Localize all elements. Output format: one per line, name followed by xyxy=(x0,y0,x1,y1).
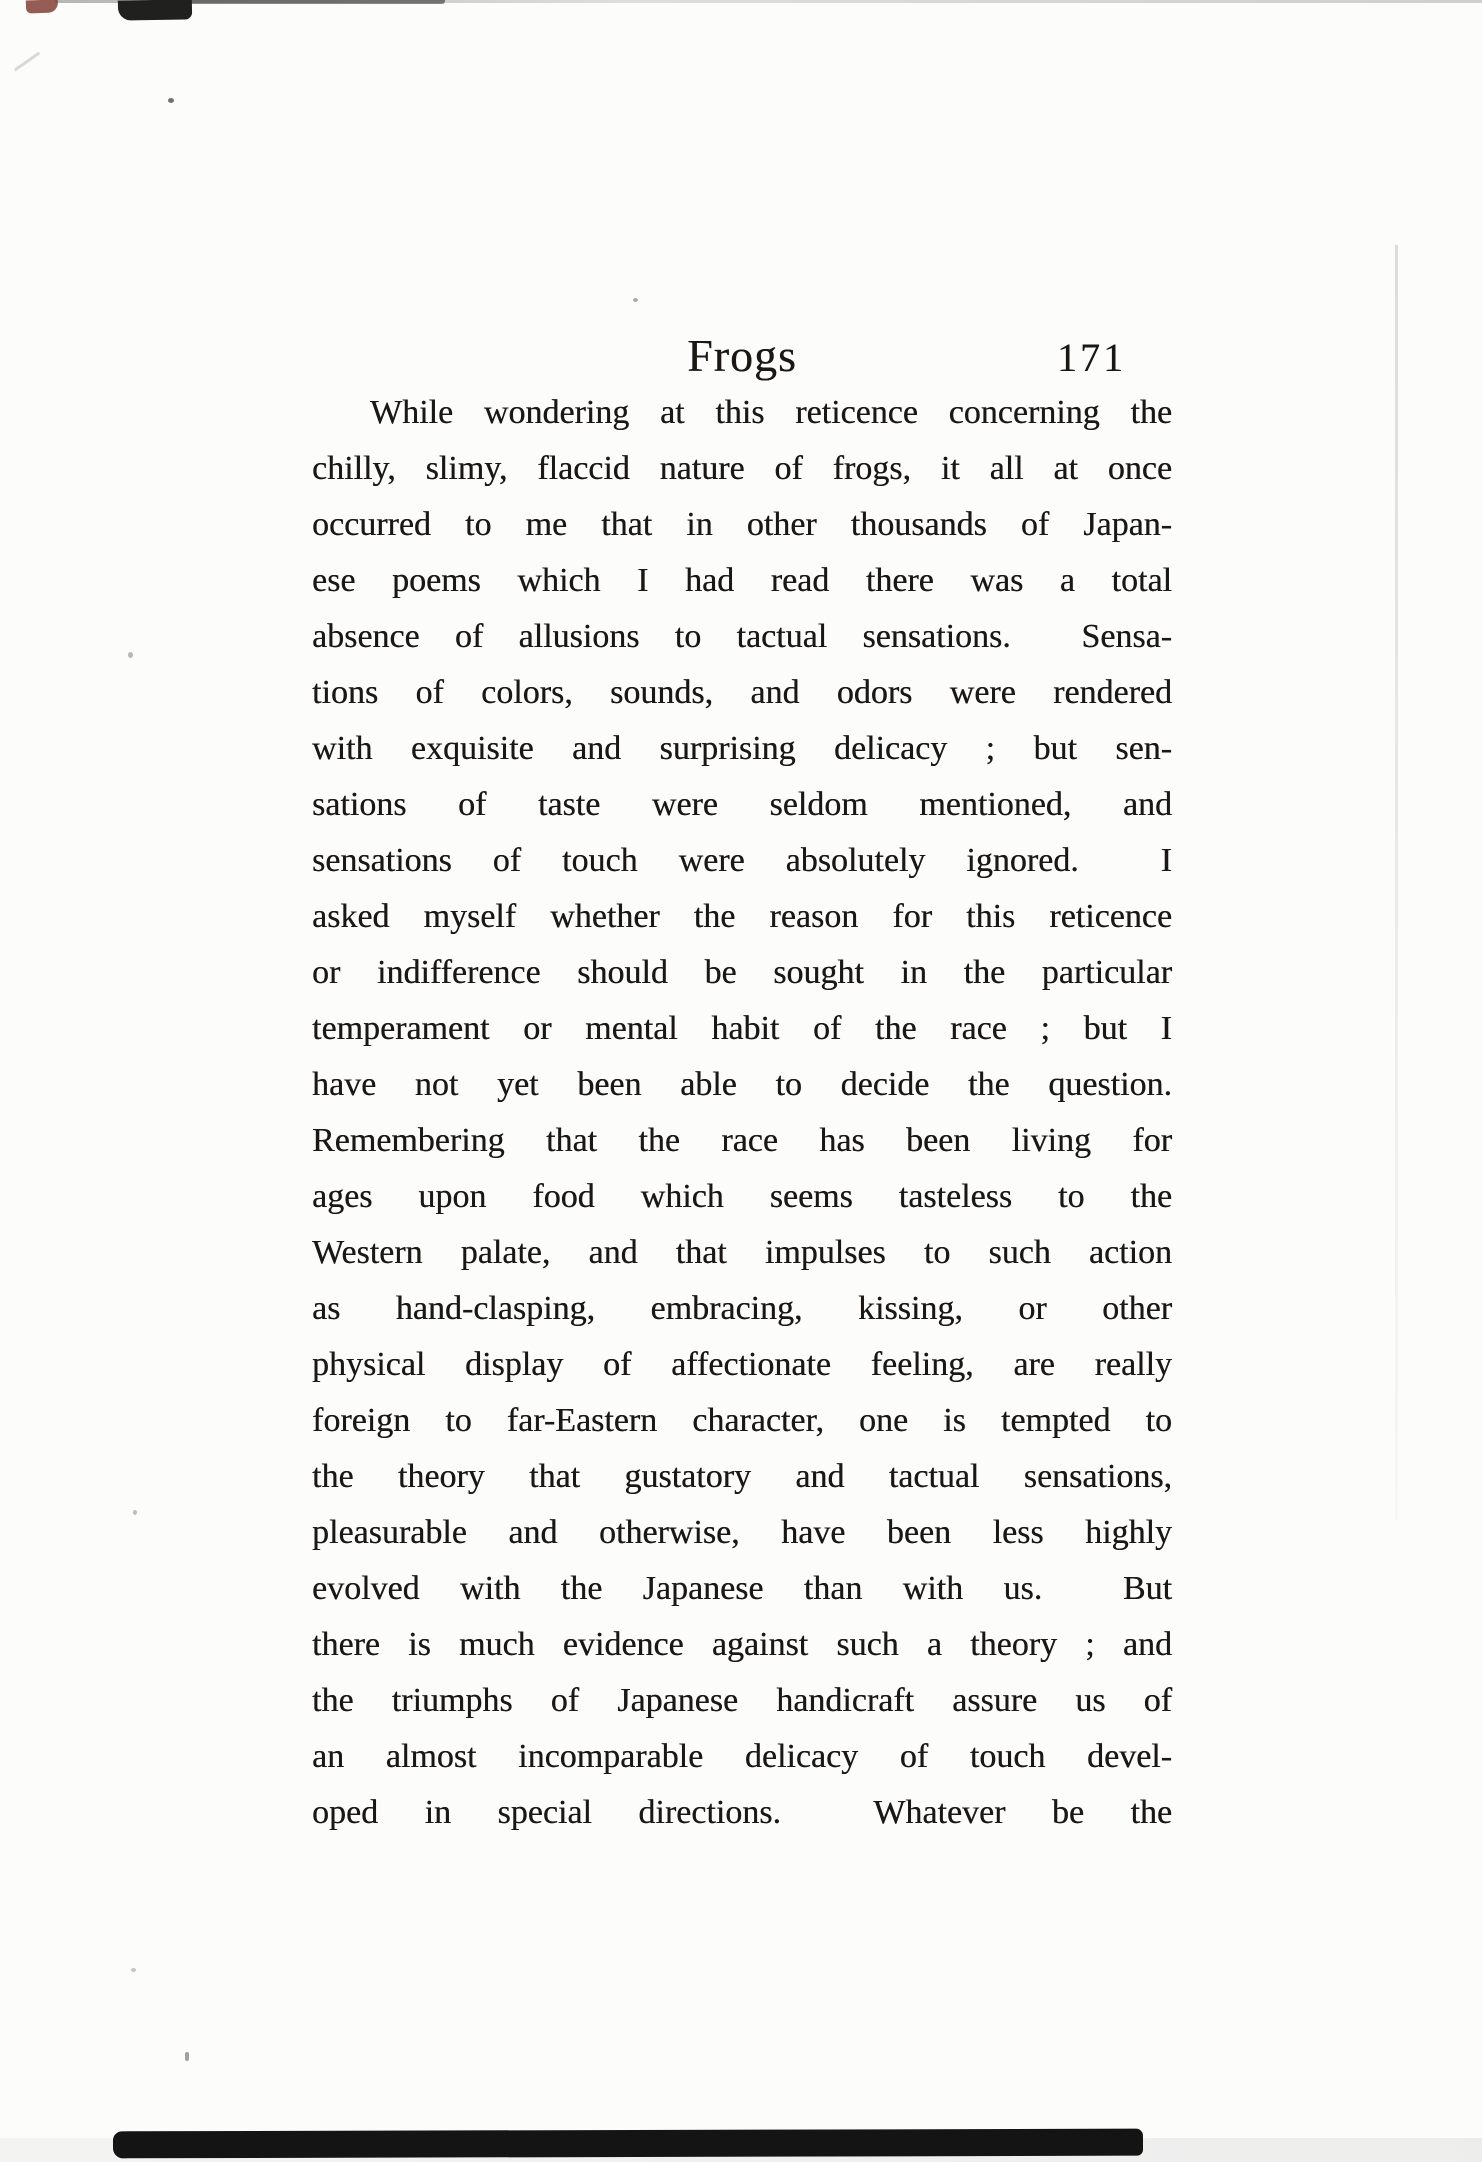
scan-streak-top-left xyxy=(14,52,40,72)
text-line: foreign to far-Eastern character, one is tempted to xyxy=(312,1402,1172,1439)
scan-edge-line-top xyxy=(55,0,1482,3)
chapter-title: Frogs xyxy=(687,330,797,381)
text-line: with exquisite and surprising delicacy ; but sen- xyxy=(312,730,1172,767)
scan-speck xyxy=(133,1510,137,1515)
text-line: or indifference should be sought in the particular xyxy=(312,954,1172,991)
scan-speck xyxy=(633,298,638,302)
scan-edge-line-top-dark xyxy=(150,0,445,4)
page-number: 171 xyxy=(1057,335,1126,380)
text-line: tions of colors, sounds, and odors were rendered xyxy=(312,674,1172,711)
text-line: sensations of touch were absolutely ignored. I xyxy=(312,842,1172,879)
text-line: absence of allusions to tactual sensations. Sensa- xyxy=(312,618,1172,655)
scan-speck xyxy=(168,98,174,103)
text-line: have not yet been able to decide the question. xyxy=(312,1066,1172,1103)
text-line: temperament or mental habit of the race ; but I xyxy=(312,1010,1172,1047)
scan-speck xyxy=(131,1968,136,1972)
text-line: sations of taste were seldom mentioned, and xyxy=(312,786,1172,823)
text-line: ese poems which I had read there was a total xyxy=(312,562,1172,599)
text-line: Western palate, and that impulses to such action xyxy=(312,1234,1172,1271)
scan-black-bar-bottom xyxy=(113,2129,1143,2159)
text-line: physical display of affectionate feeling, are really xyxy=(312,1346,1172,1383)
text-line: evolved with the Japanese than with us. But xyxy=(312,1570,1172,1607)
text-line: ages upon food which seems tasteless to the xyxy=(312,1178,1172,1215)
text-line: Remembering that the race has been living for xyxy=(312,1122,1172,1159)
text-line: asked myself whether the reason for this reticence xyxy=(312,898,1172,935)
text-line: occurred to me that in other thousands of Japan- xyxy=(312,506,1172,543)
text-line: an almost incomparable delicacy of touch devel- xyxy=(312,1738,1172,1775)
text-line: oped in special directions. Whatever be the xyxy=(312,1794,1172,1831)
running-head xyxy=(312,328,1172,390)
scan-speck xyxy=(128,652,133,658)
scan-gutter-line-right xyxy=(1395,245,1398,1520)
scan-mark-black-top-left xyxy=(118,0,192,21)
text-line: the theory that gustatory and tactual sensations, xyxy=(312,1458,1172,1495)
text-line: the triumphs of Japanese handicraft assure us of xyxy=(312,1682,1172,1719)
text-line: pleasurable and otherwise, have been less highly xyxy=(312,1514,1172,1551)
text-line: there is much evidence against such a theory ; and xyxy=(312,1626,1172,1663)
scan-speck xyxy=(185,2052,189,2061)
scan-mark-red-top-left xyxy=(26,0,58,14)
paragraph xyxy=(312,385,1172,1841)
text-line: as hand-clasping, embracing, kissing, or other xyxy=(312,1290,1172,1327)
text-line: chilly, slimy, flaccid nature of frogs, it all at once xyxy=(312,450,1172,487)
scan-shade-band-bottom xyxy=(0,2138,1482,2162)
text-line: While wondering at this reticence concerning the xyxy=(370,394,1172,431)
